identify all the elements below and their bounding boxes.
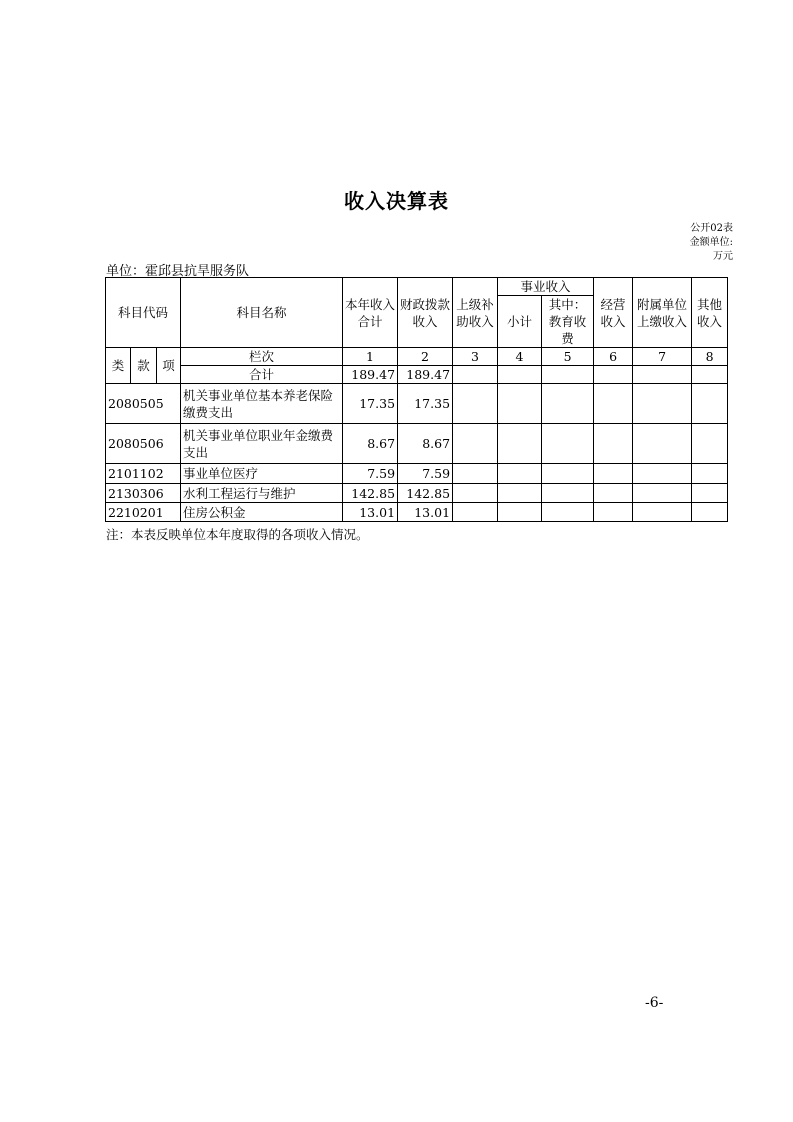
empty-cell — [453, 484, 498, 503]
row-total: 17.35 — [343, 384, 398, 424]
empty-cell — [633, 503, 692, 522]
total-row — [106, 366, 728, 384]
col-num: 4 — [498, 348, 542, 366]
row-fiscal: 7.59 — [398, 464, 453, 484]
header-kuan: 款 — [131, 348, 157, 384]
header-total-income: 本年收入合计 — [343, 278, 398, 348]
empty-cell — [692, 366, 728, 384]
header-affiliated: 附属单位上缴收入 — [633, 278, 692, 348]
empty-cell — [498, 484, 542, 503]
empty-cell — [542, 464, 594, 484]
col-num: 6 — [594, 348, 633, 366]
form-code-text: 公开02表 金额单位:万元 — [689, 223, 733, 262]
empty-cell — [498, 384, 542, 424]
table-row — [106, 424, 728, 464]
row-total: 13.01 — [343, 503, 398, 522]
empty-cell — [498, 503, 542, 522]
empty-cell — [633, 484, 692, 503]
empty-cell — [542, 503, 594, 522]
empty-cell — [453, 384, 498, 424]
table-footnote: 注：本表反映单位本年度取得的各项收入情况。 — [106, 527, 369, 542]
row-name: 水利工程运行与维护 — [181, 484, 343, 503]
row-code: 2080506 — [106, 424, 181, 464]
empty-cell — [594, 384, 633, 424]
empty-cell — [692, 484, 728, 503]
empty-cell — [692, 503, 728, 522]
empty-cell — [498, 366, 542, 384]
header-superior: 上级补助收入 — [453, 278, 498, 348]
empty-cell — [498, 424, 542, 464]
header-fiscal: 财政拨款收入 — [398, 278, 453, 348]
header-education: 其中：教育收费 — [542, 296, 594, 348]
empty-cell — [692, 384, 728, 424]
header-subtotal: 小计 — [498, 296, 542, 348]
col-num: 3 — [453, 348, 498, 366]
empty-cell — [692, 424, 728, 464]
total-fiscal-value: 189.47 — [398, 366, 453, 384]
unit-line: 单位：霍邱县抗旱服务队 — [106, 264, 250, 279]
empty-cell — [542, 484, 594, 503]
empty-cell — [594, 366, 633, 384]
empty-cell — [633, 464, 692, 484]
page-title: 收入决算表 — [344, 189, 449, 213]
empty-cell — [692, 464, 728, 484]
empty-cell — [453, 503, 498, 522]
total-income-value: 189.47 — [343, 366, 398, 384]
empty-cell — [594, 464, 633, 484]
form-code-note — [689, 222, 733, 264]
empty-cell — [453, 464, 498, 484]
empty-cell — [594, 484, 633, 503]
total-label: 合计 — [181, 366, 343, 384]
row-total: 7.59 — [343, 464, 398, 484]
empty-cell — [542, 366, 594, 384]
row-code: 2130306 — [106, 484, 181, 503]
header-operating: 经营收入 — [594, 278, 633, 348]
empty-cell — [633, 424, 692, 464]
row-code: 2210201 — [106, 503, 181, 522]
header-xiang: 项 — [157, 348, 181, 384]
empty-cell — [594, 424, 633, 464]
row-name: 住房公积金 — [181, 503, 343, 522]
empty-cell — [594, 503, 633, 522]
row-total: 8.67 — [343, 424, 398, 464]
header-business-group: 事业收入 — [498, 278, 594, 296]
table-row — [106, 384, 728, 424]
empty-cell — [453, 424, 498, 464]
table-row — [106, 484, 728, 503]
row-code: 2101102 — [106, 464, 181, 484]
col-num: 1 — [343, 348, 398, 366]
row-fiscal: 17.35 — [398, 384, 453, 424]
page-number: -6- — [645, 995, 664, 1011]
col-num: 5 — [542, 348, 594, 366]
income-table — [105, 277, 728, 522]
empty-cell — [633, 366, 692, 384]
empty-cell — [542, 384, 594, 424]
empty-cell — [542, 424, 594, 464]
header-lanci: 栏次 — [181, 348, 343, 366]
table-row — [106, 503, 728, 522]
row-name: 机关事业单位职业年金缴费支出 — [181, 424, 343, 464]
row-fiscal: 8.67 — [398, 424, 453, 464]
empty-cell — [498, 464, 542, 484]
row-fiscal: 142.85 — [398, 484, 453, 503]
row-name: 事业单位医疗 — [181, 464, 343, 484]
row-fiscal: 13.01 — [398, 503, 453, 522]
col-num: 2 — [398, 348, 453, 366]
header-subject-code: 科目代码 — [106, 278, 181, 348]
col-num: 8 — [692, 348, 728, 366]
table-row — [106, 464, 728, 484]
empty-cell — [453, 366, 498, 384]
header-subject-name: 科目名称 — [181, 278, 343, 348]
header-other: 其他收入 — [692, 278, 728, 348]
row-total: 142.85 — [343, 484, 398, 503]
header-lei: 类 — [106, 348, 131, 384]
empty-cell — [633, 384, 692, 424]
row-code: 2080505 — [106, 384, 181, 424]
col-num: 7 — [633, 348, 692, 366]
row-name: 机关事业单位基本养老保险缴费支出 — [181, 384, 343, 424]
